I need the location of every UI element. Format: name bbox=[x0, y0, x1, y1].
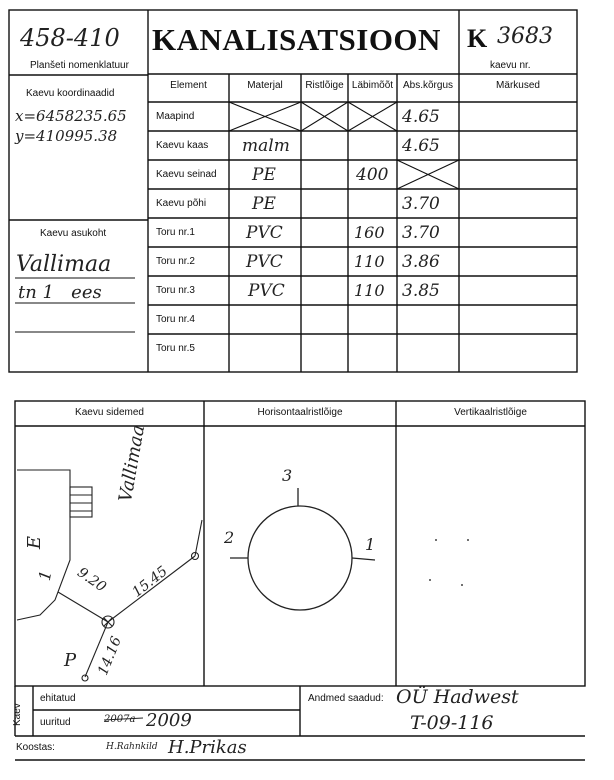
sketch-header-vertikaal: Vertikaalristlõige bbox=[454, 407, 527, 418]
coord-x: x=6458235.65 bbox=[15, 107, 127, 125]
kaevu-number: 3683 bbox=[497, 24, 553, 49]
materjal-value: malm bbox=[242, 135, 290, 156]
pipe-label-3: 3 bbox=[282, 466, 293, 485]
abs-korgus-value: 4.65 bbox=[402, 106, 440, 127]
pipe-label-2: 2 bbox=[224, 528, 235, 547]
materjal-value: PVC bbox=[246, 251, 283, 272]
koostas-label: Koostas: bbox=[16, 742, 55, 753]
labimoot-value: 110 bbox=[354, 281, 385, 300]
street-label: Vallimaa bbox=[115, 423, 150, 504]
col-header-abs-korgus: Abs.kõrgus bbox=[402, 80, 454, 91]
materjal-value: PE bbox=[252, 193, 276, 214]
abs-korgus-value: 3.85 bbox=[402, 280, 440, 301]
uuritud-label: uuritud bbox=[40, 717, 71, 728]
labimoot-value: 110 bbox=[354, 252, 385, 271]
coord-y: y=410995.38 bbox=[15, 127, 118, 145]
nomenklatuur-value: 458-410 bbox=[20, 24, 120, 52]
materjal-value: PVC bbox=[246, 222, 283, 243]
distance-1416: 14.16 bbox=[95, 634, 125, 678]
abs-korgus-value: 3.70 bbox=[402, 193, 440, 214]
col-header-markused: Märkused bbox=[496, 80, 540, 91]
kaevu-label: kaevu nr. bbox=[490, 60, 531, 71]
labimoot-value: 400 bbox=[356, 164, 389, 185]
materjal-value: PE bbox=[252, 164, 276, 185]
abs-korgus-value: 4.65 bbox=[402, 135, 440, 156]
location-label: Kaevu asukoht bbox=[40, 228, 107, 239]
col-header-materjal: Materjal bbox=[247, 80, 283, 91]
sketch-header-sidemed: Kaevu sidemed bbox=[75, 407, 144, 418]
abs-korgus-value: 3.70 bbox=[402, 222, 440, 243]
kaev-label: Kaev bbox=[12, 703, 23, 726]
row-element-label: Toru nr.3 bbox=[156, 285, 195, 296]
location-line1: Vallimaa bbox=[16, 252, 112, 277]
andmed-label: Andmed saadud: bbox=[308, 693, 384, 704]
row-element-label: Kaevu põhi bbox=[156, 198, 207, 209]
uuritud-struck: 2007a bbox=[104, 714, 136, 725]
sketch-e-label: E bbox=[24, 535, 46, 550]
col-header-ristloige: Ristlõige bbox=[305, 80, 344, 91]
andmed-value-2: T-09-116 bbox=[410, 712, 494, 734]
koostas-stamp: H.Rahnkild bbox=[106, 742, 158, 752]
kaevu-prefix: K bbox=[467, 24, 488, 53]
row-element-label: Toru nr.1 bbox=[156, 227, 195, 238]
uuritud-value: 2009 bbox=[146, 710, 192, 731]
row-element-label: Maapind bbox=[156, 111, 195, 122]
sketch-number-1: 1 bbox=[34, 568, 56, 583]
row-element-label: Toru nr.4 bbox=[156, 314, 195, 325]
col-header-element: Element bbox=[170, 80, 207, 91]
distance-1545: 15.45 bbox=[129, 563, 171, 601]
abs-korgus-value: 3.86 bbox=[402, 251, 440, 272]
sketch-p-label: P bbox=[64, 650, 77, 671]
page-title: KANALISATSIOON bbox=[152, 22, 441, 57]
pipe-label-1: 1 bbox=[365, 535, 376, 554]
sketch-header-horisontaal: Horisontaalristlõige bbox=[257, 407, 343, 418]
coords-label: Kaevu koordinaadid bbox=[26, 88, 115, 99]
row-element-label: Toru nr.2 bbox=[156, 256, 195, 267]
nomenklatuur-label: Planšeti nomenklatuur bbox=[30, 60, 129, 71]
row-element-label: Toru nr.5 bbox=[156, 343, 195, 354]
ehitatud-label: ehitatud bbox=[40, 693, 76, 704]
koostas-value: H.Prikas bbox=[168, 737, 247, 758]
labimoot-value: 160 bbox=[354, 223, 385, 242]
row-element-label: Kaevu seinad bbox=[156, 169, 217, 180]
materjal-value: PVC bbox=[248, 280, 285, 301]
andmed-value-1: OÜ Hadwest bbox=[396, 686, 519, 708]
col-header-labimoot: Läbimõõt bbox=[351, 80, 394, 91]
row-element-label: Kaevu kaas bbox=[156, 140, 209, 151]
distance-920: 9.20 bbox=[74, 564, 109, 596]
location-line2: tn 1 ees bbox=[18, 282, 102, 303]
